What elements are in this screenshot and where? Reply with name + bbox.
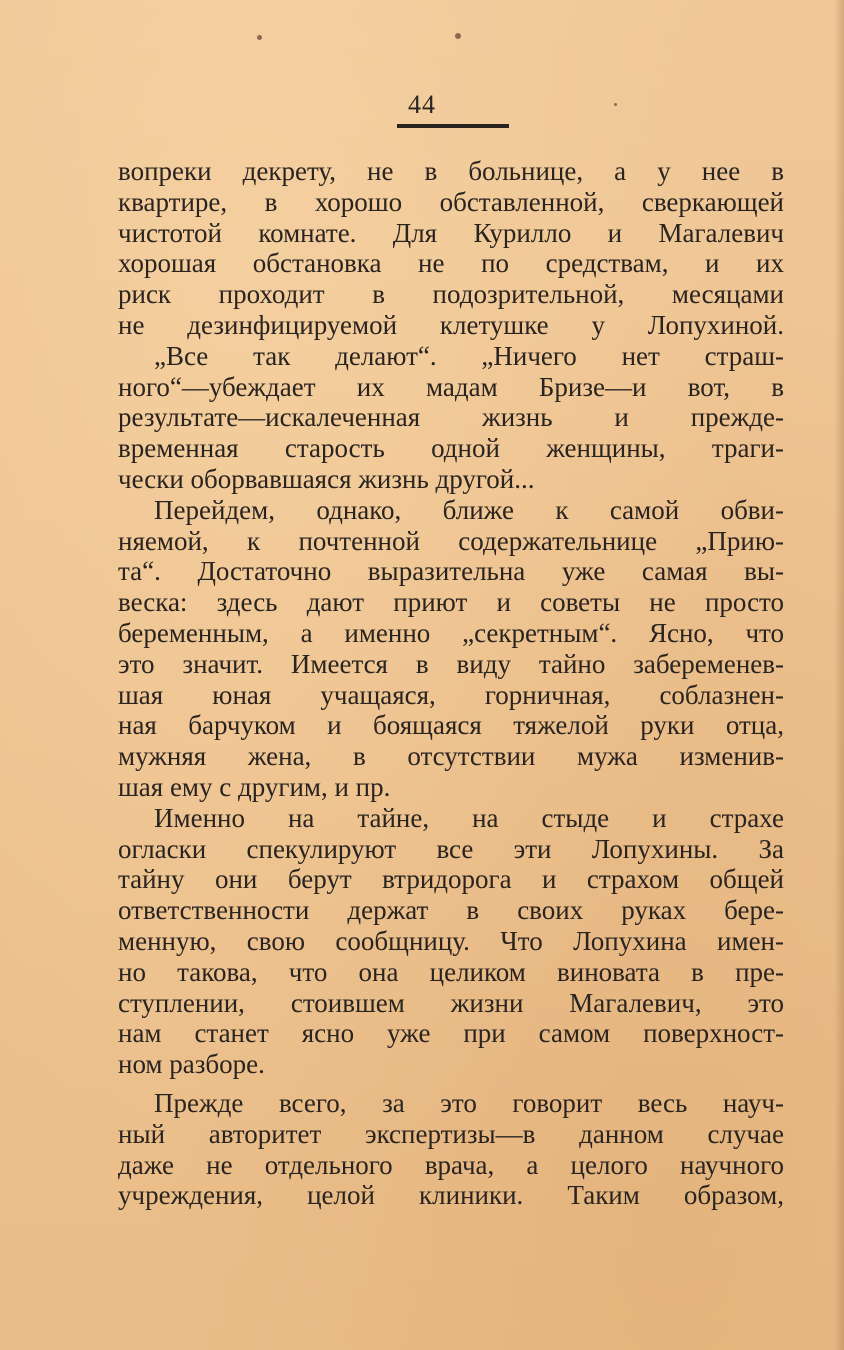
text-line: беременным, а именно „секретным“. Ясно, что (118, 617, 784, 648)
text-line: это значит. Имеется в виду тайно забеременев- (118, 648, 784, 679)
text-line: не дезинфицируемой клетушке у Лопухиной. (118, 309, 784, 340)
text-line: результате—искалеченная жизнь и прежде- (118, 402, 784, 433)
text-line: Перейдем, однако, ближе к самой обви- (154, 494, 784, 525)
paragraph-gap (118, 1080, 784, 1088)
page-number-rule (397, 124, 509, 128)
text-line: но такова, что она целиком виновата в пре- (118, 956, 784, 987)
text-line: ная барчуком и боящаяся тяжелой руки отца, (118, 710, 784, 741)
text-line: „Все так делают“. „Ничего нет страш- (154, 340, 784, 371)
text-line: хорошая обстановка не по средствам, и их (118, 248, 784, 279)
ink-speck (455, 33, 461, 39)
text-line: квартире, в хорошо обставленной, сверкающей (118, 186, 784, 217)
page-edge-shadow (834, 0, 844, 1350)
text-line: даже не отдельного врача, а целого научного (118, 1149, 784, 1180)
text-line: мужняя жена, в отсутствии мужа изменив- (118, 741, 784, 772)
text-line: Именно на тайне, на стыде и страхе (154, 802, 784, 833)
text-line: ном разборе. (118, 1049, 265, 1080)
text-line: няемой, к почтенной содержательнице „Прию- (118, 525, 784, 556)
text-line: учреждения, целой клиники. Таким образом, (118, 1180, 784, 1211)
text-line: ного“—убеждает их мадам Бризе—и вот, в (118, 371, 784, 402)
body-text (118, 156, 784, 1211)
text-line: нам станет ясно уже при самом поверхност- (118, 1018, 784, 1049)
text-line: риск проходит в подозрительной, месяцами (118, 279, 784, 310)
text-line: огласки спекулируют все эти Лопухины. За (118, 833, 784, 864)
text-line: ный авторитет экспертизы—в данном случае (118, 1118, 784, 1149)
text-line: шая юная учащаяся, горничная, соблазнен- (118, 679, 784, 710)
text-line: шая ему с другим, и пр. (118, 771, 391, 802)
text-line: та“. Достаточно выразительна уже самая вы- (118, 556, 784, 587)
text-line: менную, свою сообщницу. Что Лопухина имен- (118, 925, 784, 956)
text-line: веска: здесь дают приют и советы не просто (118, 587, 784, 618)
text-line: Прежде всего, за это говорит весь науч- (154, 1087, 784, 1118)
ink-speck (257, 35, 262, 40)
text-line: тайну они берут втридорога и страхом общей (118, 864, 784, 895)
text-line: ответственности держат в своих руках бере- (118, 895, 784, 926)
text-line: вопреки декрету, не в больнице, а у нее в (118, 156, 784, 186)
text-line: чистотой комнате. Для Курилло и Магалевич (118, 217, 784, 248)
text-line: ступлении, стоившем жизни Магалевич, это (118, 987, 784, 1018)
text-line: чески оборвавшаяся жизнь другой... (118, 463, 535, 494)
page-number: 44 (408, 90, 436, 119)
text-line: временная старость одной женщины, траги- (118, 433, 784, 464)
